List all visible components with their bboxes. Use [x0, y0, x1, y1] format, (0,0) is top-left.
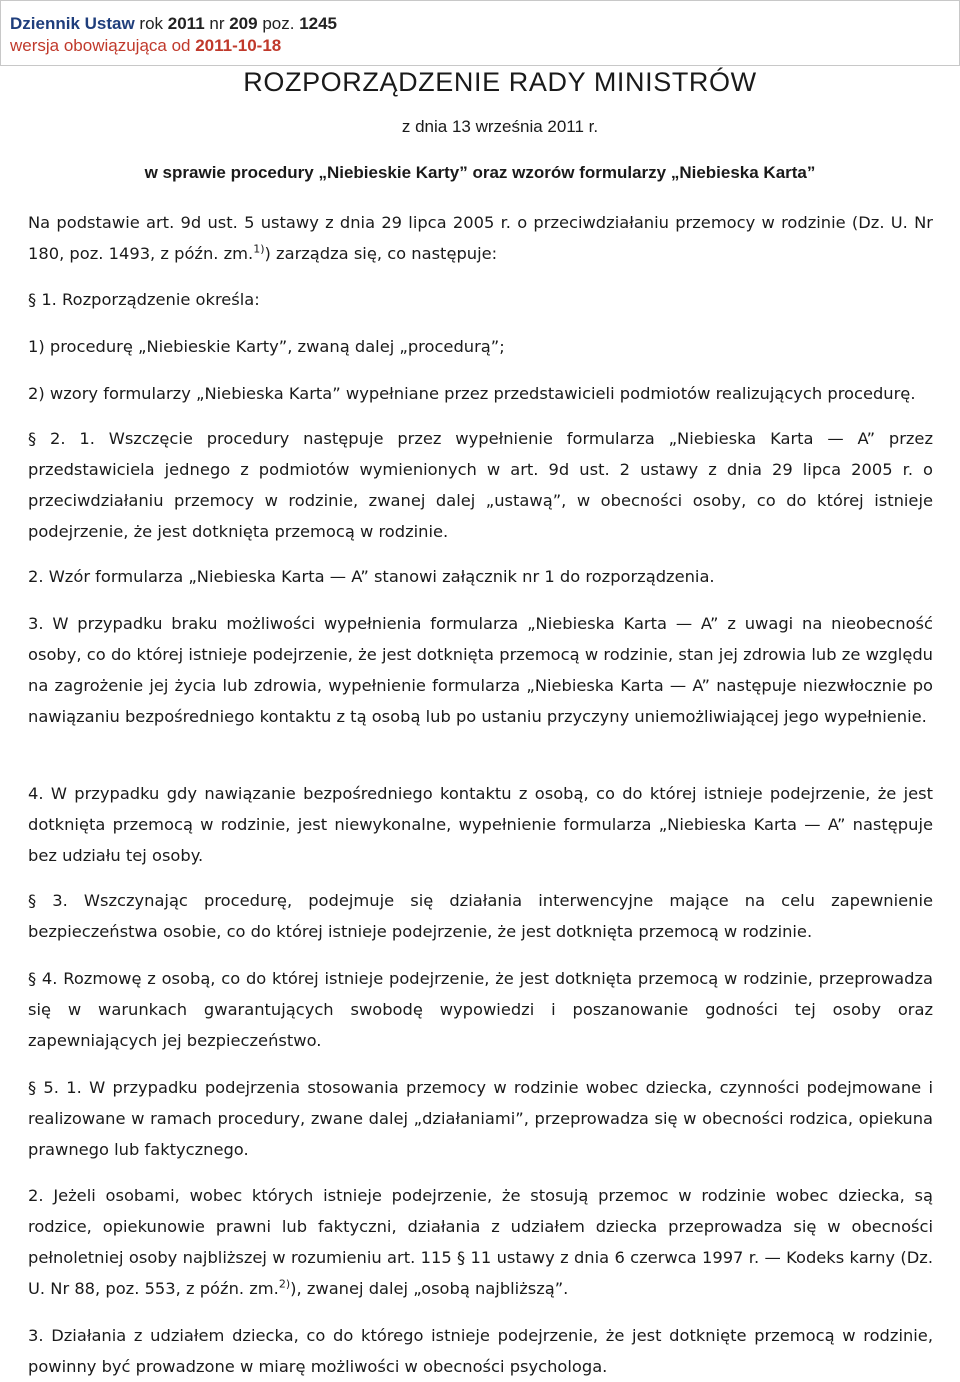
section-3: § 3. Wszczynając procedurę, podejmuje się działania interwencyjne mające na celu zapewnienie bezpieczeństwa osobie, co do której istnieje podejrzenie, że jest dotknięta przemocą w rodzinie.	[28, 891, 933, 941]
document-title: ROZPORZĄDZENIE RADY MINISTRÓW	[243, 67, 757, 97]
header-line-journal: Dziennik Ustaw rok 2011 nr 209 poz. 1245	[10, 14, 338, 33]
section-2-paragraph-4: 4. W przypadku gdy nawiązanie bezpośredniego kontaktu z osobą, co do której istnieje podejrzenie, że jest dotknięta przemocą w rodzinie, jest niewykonalne, wypełnienie formularza „Niebieska Karta — A” następuje bez udziału tej osoby.	[28, 784, 933, 865]
section-1-point-1: 1) procedurę „Niebieskie Karty”, zwaną dalej „procedurą”;	[28, 337, 505, 356]
section-2-paragraph-2: 2. Wzór formularza „Niebieska Karta — A” stanowi załącznik nr 1 do rozporządzenia.	[28, 567, 715, 586]
section-1-point-2: 2) wzory formularzy „Niebieska Karta” wypełniane przez przedstawicieli podmiotów realizujących procedurę.	[28, 384, 916, 403]
section-2-paragraph-1: § 2. 1. Wszczęcie procedury następuje przez wypełnienie formularza „Niebieska Karta — A” przez przedstawiciela jednego z podmiotów wymienionych w art. 9d ust. 2 ustawy z dnia 29 lipca 2005 r. o przeciwdziałaniu przemocy w rodzinie, zwanej dalej „ustawą”, w obecności osoby, co do której istnieje podejrzenie, że jest dotknięta przemocą w rodzinie.	[28, 429, 933, 541]
header-line-version: wersja obowiązująca od 2011-10-18	[10, 36, 282, 55]
section-5-paragraph-1: § 5. 1. W przypadku podejrzenia stosowania przemocy w rodzinie wobec dziecka, czynności podejmowane i realizowane w ramach procedury, zwane dalej „działaniami”, przeprowadza się w obecności rodzica, opiekuna prawnego lub faktycznego.	[28, 1078, 933, 1159]
preamble: Na podstawie art. 9d ust. 5 ustawy z dnia 29 lipca 2005 r. o przeciwdziałaniu przemocy w rodzinie (Dz. U. Nr 180, poz. 1493, z późn. zm.$^{1)}$) zarządza się, co następuje:	[28, 213, 933, 263]
document-header	[0, 0, 960, 66]
document-date: z dnia 13 września 2011 r.	[401, 117, 599, 136]
section-1-intro: § 1. Rozporządzenie określa:	[28, 290, 260, 309]
document-subject: w sprawie procedury „Niebieskie Karty” oraz wzorów formularzy „Niebieska Karta”	[144, 163, 816, 182]
section-5-paragraph-2: 2. Jeżeli osobami, wobec których istnieje podejrzenie, że stosują przemoc w rodzinie wobec dziecka, są rodzice, opiekunowie prawni lub faktyczni, działania z udziałem dziecka przeprowadza się w obecności pełnoletniej osoby najbliższej w rozumieniu art. 115 § 11 ustawy z dnia 6 czerwca 1997 r. — Kodeks karny (Dz. U. Nr 88, poz. 553, z późn. zm.$^{2)}$), zwanej dalej „osobą najbliższą”.	[28, 1186, 933, 1298]
section-4: § 4. Rozmowę z osobą, co do której istnieje podejrzenie, że jest dotknięta przemocą w rodzinie, przeprowadza się w warunkach gwarantujących swobodę wypowiedzi i poszanowanie godności tej osoby oraz zapewniających jej bezpieczeństwo.	[28, 969, 933, 1050]
section-2-paragraph-3: 3. W przypadku braku możliwości wypełnienia formularza „Niebieska Karta — A” z uwagi na nieobecność osoby, co do której istnieje podejrzenie, że jest dotknięta przemocą w rodzinie, stan jej zdrowia lub ze względu na zagrożenie jej życia lub zdrowia, wypełnienie formularza „Niebieska Karta — A” następuje niezwłocznie po nawiązaniu bezpośredniego kontaktu z tą osobą lub po ustaniu przyczyny uniemożliwiającej jego wypełnienie.	[28, 614, 933, 726]
section-5-paragraph-3: 3. Działania z udziałem dziecka, co do którego istnieje podejrzenie, że jest dotknięte przemocą w rodzinie, powinny być prowadzone w miarę możliwości w obecności psychologa.	[28, 1326, 933, 1376]
